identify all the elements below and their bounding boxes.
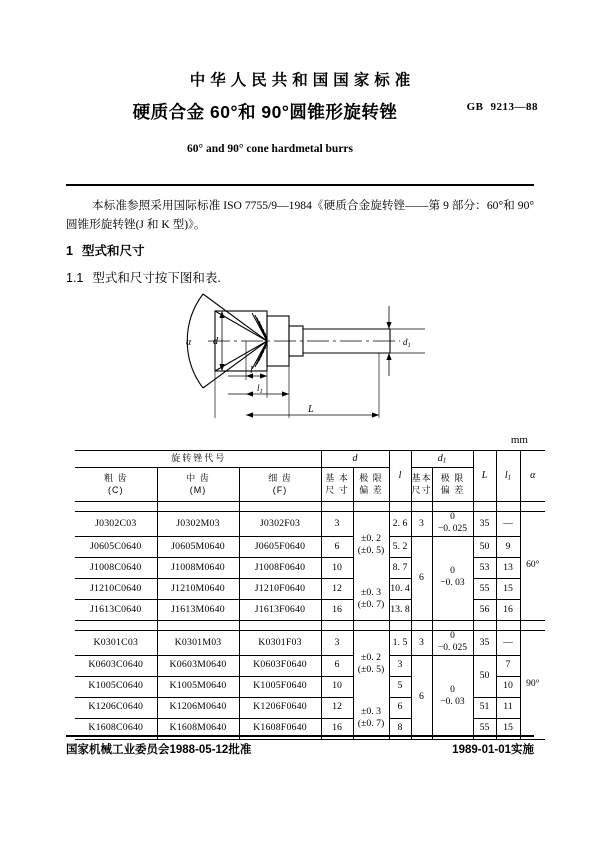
cell-fine-code: J1008F0640 [239,557,321,578]
cell-l: 5 [389,676,411,697]
spacer-cell [389,620,411,630]
footer-effective-date: 1989-01-01实施 [452,744,534,756]
header-divider [66,184,534,186]
cell-fine-code: J0605F0640 [239,536,321,557]
header-medium [157,468,239,502]
intro-paragraph: 本标准参照采用国际标准 ISO 7755/9—1984《硬质合金旋转锉——第 9 部分：60°和 90°圆锥形旋转锉(J 和 K 型)》。 [66,199,534,231]
spacer-cell [432,620,473,630]
header-coarse-label: 粗 齿 [103,473,128,484]
cell-l: 3 [389,655,411,676]
cell-l1: 15 [496,718,520,739]
cell-d: 12 [321,578,353,599]
table-row [75,536,545,557]
cell-d: 16 [321,718,353,739]
header-d-dev-2: 偏 差 [359,484,383,495]
specification-table-wrapper [75,450,540,740]
cell-l: 1. 5 [389,630,411,655]
cell-fine-code: K0301F03 [239,630,321,655]
cell-d-tolerance [353,578,389,620]
cell-L: 53 [473,557,496,578]
cell-d1: 6 [411,655,432,739]
spacer-cell [321,502,353,512]
cell-d: 12 [321,697,353,718]
specification-table [75,450,545,740]
header-d1-dev-2: 偏 差 [440,484,465,495]
header-medium-label: 中 齿 [186,473,210,484]
spacer-cell [411,620,432,630]
cell-fine-code: J0302F03 [239,512,321,537]
table-row [75,578,545,599]
spacer-cell [520,502,545,512]
cell-d1-deviation [432,655,473,739]
spacer-cell [239,620,321,630]
cell-fine-code: K1608F0640 [239,718,321,739]
cell-d-tolerance [353,697,389,739]
cell-coarse-code: K1005C0640 [75,676,157,697]
cell-coarse-code: J1210C0640 [75,578,157,599]
cell-l1: — [496,512,520,537]
angle-ray-upper [203,294,267,341]
cell-medium-code: J1210M0640 [157,578,239,599]
d-tol-main: ±0. 3 [360,586,382,598]
cell-alpha: 90° [520,630,545,739]
burr-diagram-svg [100,288,520,433]
cell-coarse-code: J0302C03 [75,512,157,537]
cell-l1: 16 [496,599,520,620]
header-d1-basic [411,468,432,502]
angle-ray-lower [203,341,267,388]
cell-d: 6 [321,655,353,676]
cell-medium-code: K0603M0640 [157,655,239,676]
d1-dev-neg: −0. 025 [437,642,468,653]
cell-l1: 11 [496,697,520,718]
cell-d1: 3 [411,630,432,655]
cell-l1: 13 [496,557,520,578]
technical-drawing [100,288,520,433]
spacer-cell [496,502,520,512]
d-tol-alt: (±0. 5) [357,545,385,557]
d-tol-alt: (±0. 7) [357,599,385,610]
subsection-number: 1.1 [66,271,84,285]
cell-l: 2. 6 [389,512,411,537]
spacer-cell [157,620,239,630]
header-alpha: α [520,451,545,502]
spacer-cell [157,502,239,512]
cell-d1-deviation [432,630,473,655]
spacer-cell [389,502,411,512]
cell-coarse-code: J0605C0640 [75,536,157,557]
cell-L: 55 [473,578,496,599]
d-tol-main: ±0. 2 [360,532,382,544]
cell-fine-code: K1005F0640 [239,676,321,697]
table-row [75,655,545,676]
cell-coarse-code: K0603C0640 [75,655,157,676]
dimension-label-l: l [250,365,253,376]
spacer-cell [239,502,321,512]
table-row [75,599,545,620]
subsection-text: 型式和尺寸按下图和表. [92,271,221,285]
cell-L: 55 [473,718,496,739]
cell-l: 6 [389,697,411,718]
cell-L: 35 [473,512,496,537]
dimension-label-d: d [213,336,218,347]
table-unit-label: mm [510,434,528,446]
cell-fine-code: K0603F0640 [239,655,321,676]
dimension-l [228,373,267,378]
cell-L: 50 [473,655,496,697]
header-d1: $d_1$ [411,451,473,468]
d1-dev-zero: 0 [450,566,455,577]
spacer-cell [353,620,389,630]
spacer-cell [411,502,432,512]
spacer-cell [520,620,545,630]
header-d1-dev [432,468,473,502]
cell-d: 10 [321,557,353,578]
header-L: L [473,451,496,502]
d-tol-alt: (±0. 5) [357,663,385,675]
section-number: 1 [66,244,73,258]
d1-dev-zero: 0 [450,512,455,522]
cell-medium-code: K1608M0640 [157,718,239,739]
cell-d1: 3 [411,512,432,537]
page-title-english: 60° and 90° cone hardmetal burrs [186,143,354,155]
dimension-label-L: L [308,404,314,415]
cell-d: 3 [321,512,353,537]
d1-dev-zero: 0 [450,685,455,696]
dimension-label-alpha: α [186,337,192,348]
cell-d1: 6 [411,536,432,620]
cell-medium-code: K0301M03 [157,630,239,655]
spacer-cell [321,620,353,630]
cell-d1-deviation [432,512,473,537]
table-header-group-row [75,451,545,468]
header-d: d [321,451,389,468]
cell-coarse-code: K1206C0640 [75,697,157,718]
gb-code: 9213—88 [490,101,538,113]
dimension-label-d1: $d_1$ [403,337,411,349]
cell-medium-code: K1206M0640 [157,697,239,718]
cell-L: 51 [473,697,496,718]
d-tol-main: ±0. 2 [360,651,382,663]
subsection-heading [66,268,221,286]
cell-l: 8. 7 [389,557,411,578]
page-title: 硬质合金 60°和 90°圆锥形旋转锉 [132,102,398,122]
cell-L: 35 [473,630,496,655]
cell-medium-code: J0605M0640 [157,536,239,557]
header-d-dev [353,468,389,502]
header-fine-code: (F) [272,484,288,495]
spacer-cell [75,502,157,512]
header-d-basic-2: 尺 寸 [325,484,349,495]
header-coarse-code: (C) [108,484,124,495]
cell-d: 3 [321,630,353,655]
cell-l: 8 [389,718,411,739]
d-tol-main: ±0. 3 [360,705,382,717]
spacer-cell [353,502,389,512]
spacer-cell [473,502,496,512]
cell-d-tolerance [353,630,389,697]
cell-medium-code: J1613M0640 [157,599,239,620]
cell-d: 6 [321,536,353,557]
gb-prefix: GB [466,101,484,113]
table-spacer-row-2 [75,620,545,630]
header-d-basic-1: 基 本 [325,473,349,484]
section-heading [66,241,144,259]
cell-d-tolerance [353,512,389,579]
cell-L: 50 [473,536,496,557]
d-tol-alt: (±0. 7) [357,717,385,729]
table-row [75,557,545,578]
cell-l1: 15 [496,578,520,599]
cell-medium-code: J0302M03 [157,512,239,537]
spacer-cell [432,502,473,512]
d1-dev-neg: −0. 025 [437,523,468,534]
cell-medium-code: K1005M0640 [157,676,239,697]
cell-l: 5. 2 [389,536,411,557]
table-row [75,512,545,537]
cell-L: 56 [473,599,496,620]
header-l: l [389,451,411,502]
d1-dev-neg: −0. 03 [440,578,465,589]
cell-alpha: 60° [520,512,545,621]
cell-l: 10. 4 [389,578,411,599]
cell-fine-code: J1210F0640 [239,578,321,599]
table-spacer-row-1 [75,502,545,512]
cell-d: 10 [321,676,353,697]
table-row [75,630,545,655]
header-d-dev-1: 极 限 [359,473,383,484]
header-d-basic [321,468,353,502]
header-d1-basic-2: 尺寸 [411,484,432,495]
footer-divider [66,735,534,737]
header-fine-label: 细 齿 [268,473,292,484]
header-d1-basic-1: 基本 [411,473,432,484]
spacer-cell [473,620,496,630]
table-row [75,697,545,718]
cell-fine-code: J1613F0640 [239,599,321,620]
d1-dev-zero: 0 [450,630,455,641]
cell-l1: 9 [496,536,520,557]
header-l1: $l_1$ [496,451,520,502]
header-medium-code: (M) [189,484,207,495]
header-fine [239,468,321,502]
cell-coarse-code: K1608C0640 [75,718,157,739]
cell-coarse-code: J1613C0640 [75,599,157,620]
dimension-label-l1: $l_1$ [257,383,263,395]
footer-approval: 国家机械工业委员会1988-05-12批准 [66,744,252,756]
section-title: 型式和尺寸 [81,244,145,258]
cell-coarse-code: K0301C03 [75,630,157,655]
cell-l1: — [496,630,520,655]
header-coarse [75,468,157,502]
spacer-cell [75,620,157,630]
spacer-cell [496,620,520,630]
cell-coarse-code: J1008C0640 [75,557,157,578]
cell-d: 16 [321,599,353,620]
d1-dev-neg: −0. 03 [440,697,465,707]
cell-l1: 7 [496,655,520,676]
standard-number [467,101,538,113]
cell-d1-deviation [432,536,473,620]
header-d1-dev-1: 极 限 [440,473,465,484]
cell-l: 13. 8 [389,599,411,620]
cell-fine-code: K1206F0640 [239,697,321,718]
cell-l1: 10 [496,676,520,697]
national-standard-heading: 中华人民共和国国家标准 [189,72,416,89]
header-code-group: 旋转锉代号 [75,451,321,468]
cell-medium-code: J1008M0640 [157,557,239,578]
